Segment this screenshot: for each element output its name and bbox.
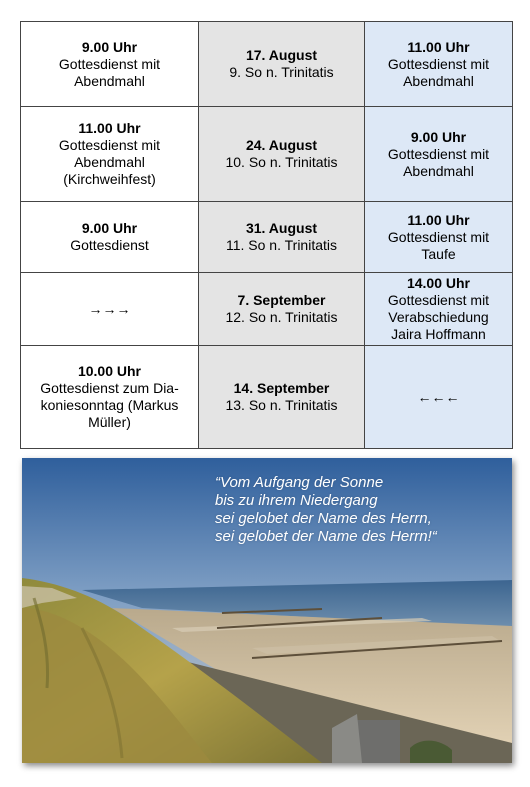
service-date: 7. September bbox=[237, 292, 326, 308]
service-time: 11.00 Uhr bbox=[407, 38, 470, 55]
service-cell-left bbox=[21, 107, 199, 202]
service-cell-left bbox=[21, 22, 199, 107]
service-description-line: Gottesdienst zum Dia- bbox=[40, 380, 179, 396]
service-description-line: koniesonntag (Markus bbox=[40, 397, 179, 413]
service-description-line: Gottesdienst mit bbox=[387, 145, 490, 162]
quote-line: sei gelobet der Name des Herrn!“ bbox=[215, 528, 437, 545]
service-description-line: Gottesdienst mit bbox=[387, 292, 490, 308]
service-description-line: Gottesdienst mit bbox=[387, 55, 490, 72]
quote-line: “Vom Aufgang der Sonne bbox=[215, 474, 384, 491]
right-arrows: →→→ bbox=[88, 300, 131, 317]
service-cell-left bbox=[21, 273, 199, 346]
service-date: 17. August bbox=[245, 47, 318, 63]
left-arrows: ←←← bbox=[417, 388, 460, 405]
date-cell bbox=[199, 202, 365, 273]
service-time: 11.00 Uhr bbox=[78, 120, 141, 136]
sunday-name: 9. So n. Trinitatis bbox=[229, 64, 334, 80]
service-time: 9.00 Uhr bbox=[410, 128, 467, 145]
sunday-name: 11. So n. Trinitatis bbox=[225, 237, 337, 253]
date-cell bbox=[199, 346, 365, 449]
date-cell bbox=[199, 273, 365, 346]
service-description-line: Jaira Hoffmann bbox=[391, 326, 486, 342]
table-row bbox=[21, 202, 513, 273]
service-description-line: Gottesdienst mit bbox=[387, 228, 490, 245]
service-cell-right bbox=[365, 107, 513, 202]
service-description-line: Müller) bbox=[88, 414, 131, 430]
service-description-line: Verabschiedung bbox=[388, 309, 489, 325]
service-description-line: Abendmahl bbox=[403, 162, 474, 179]
date-cell bbox=[199, 107, 365, 202]
service-description-line: (Kirchweihfest) bbox=[63, 171, 156, 187]
table-row bbox=[21, 22, 513, 107]
service-description-line: Abendmahl bbox=[74, 154, 145, 170]
beach-dune-photo bbox=[22, 458, 512, 763]
service-description-line: Abendmahl bbox=[403, 72, 474, 89]
service-date: 31. August bbox=[245, 220, 318, 236]
service-time: 10.00 Uhr bbox=[77, 363, 142, 379]
service-time: 9.00 Uhr bbox=[81, 38, 138, 55]
quote-line: bis zu ihrem Niedergang bbox=[215, 492, 378, 509]
service-time: 9.00 Uhr bbox=[81, 220, 138, 236]
service-time: 11.00 Uhr bbox=[407, 211, 470, 228]
service-cell-left bbox=[21, 346, 199, 449]
table-row bbox=[21, 273, 513, 346]
quote-line: sei gelobet der Name des Herrn, bbox=[215, 510, 432, 527]
service-schedule-table bbox=[20, 21, 513, 449]
service-cell-right bbox=[365, 202, 513, 273]
table-row bbox=[21, 107, 513, 202]
table-row bbox=[21, 346, 513, 449]
service-description-line: Abendmahl bbox=[74, 72, 145, 89]
sunday-name: 12. So n. Trinitatis bbox=[225, 309, 338, 325]
service-date: 14. September bbox=[233, 380, 330, 396]
service-cell-right bbox=[365, 22, 513, 107]
service-cell-left bbox=[21, 202, 199, 273]
service-description-line: Gottesdienst mit bbox=[58, 55, 161, 72]
service-cell-right bbox=[365, 273, 513, 346]
sunday-name: 10. So n. Trinitatis bbox=[225, 154, 338, 170]
service-description-line: Gottesdienst mit bbox=[58, 137, 161, 153]
bible-quote bbox=[215, 474, 505, 546]
service-description-line: Gottesdienst bbox=[70, 237, 149, 253]
service-description-line: Taufe bbox=[421, 245, 456, 262]
date-cell bbox=[199, 22, 365, 107]
service-cell-right bbox=[365, 346, 513, 449]
service-time: 14.00 Uhr bbox=[406, 275, 471, 291]
service-date: 24. August bbox=[245, 137, 318, 153]
sunday-name: 13. So n. Trinitatis bbox=[225, 397, 338, 413]
